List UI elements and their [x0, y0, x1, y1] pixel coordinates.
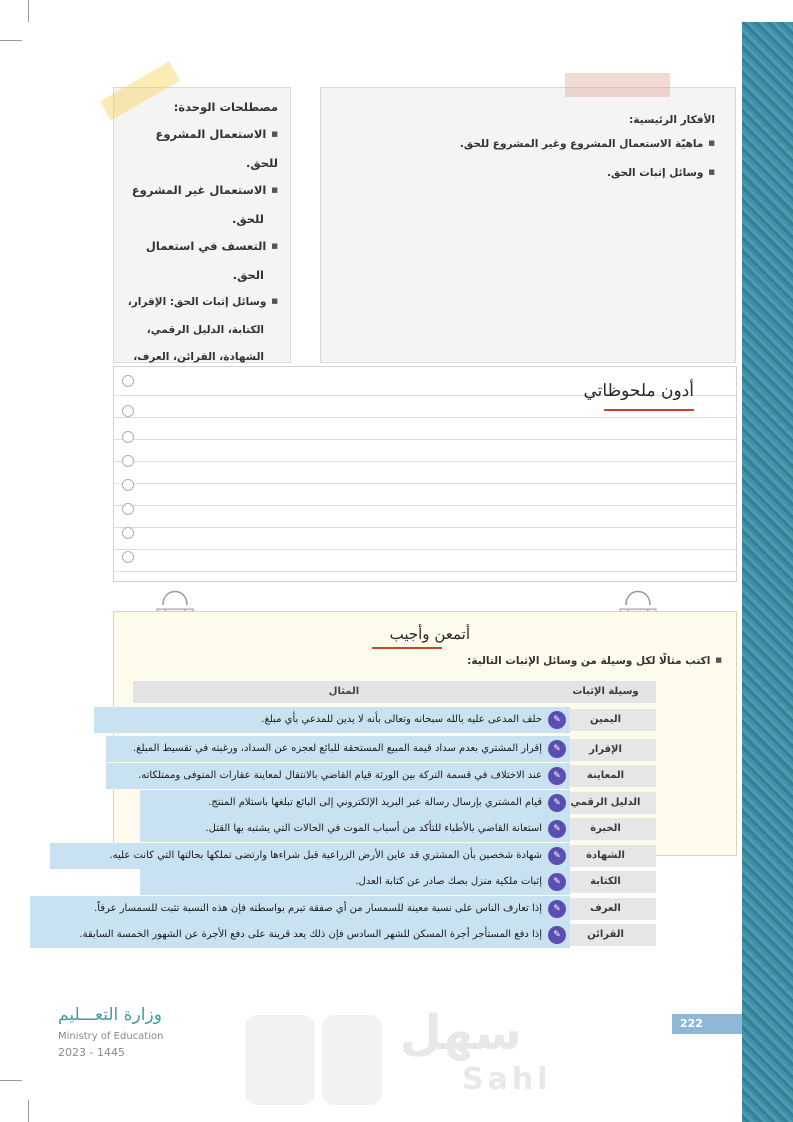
crop-mark	[0, 1080, 22, 1081]
answer-text: استعانة القاضي بالأطباء للتأكد من أسباب الموت في الحالات التي يشتبه بها القتل.	[205, 823, 542, 834]
answer-text: إذا تعارف الناس على نسبة معينة للسمسار من أي صفقة تبرم بواسطته فإن هذه النسبة تثبت للسمسار عرفاً.	[94, 903, 542, 914]
answer-marker-icon: ✎	[548, 847, 566, 865]
binder-ring-icon	[122, 431, 134, 443]
answer-text: إقرار المشتري بعدم سداد قيمة المبيع المستحقة للبائع لعجزه عن السداد، ورغبته في تقسيط المبلغ.	[132, 743, 542, 754]
column-header-means: وسيلة الإثبات	[555, 681, 656, 703]
crop-mark	[28, 0, 29, 22]
means-cell: الخبرة	[555, 818, 656, 840]
watermark-shape	[245, 1015, 315, 1105]
main-idea-item: ■ ماهيّة الاستعمال المشروع وغير المشروع للحق.	[335, 132, 715, 157]
answer-marker-icon: ✎	[548, 794, 566, 812]
binder-ring-icon	[122, 405, 134, 417]
watermark-text-ar: سهل	[400, 1005, 522, 1061]
unit-terms-box	[113, 87, 291, 363]
means-cell: الإقرار	[555, 739, 656, 761]
exercise-title: أتمعن وأجيب	[389, 625, 470, 643]
answer-marker-icon: ✎	[548, 820, 566, 838]
unit-term-item: ■ الاستعمال المشروع للحق.	[120, 121, 278, 177]
answer-cell[interactable]	[50, 843, 570, 869]
binder-ring-icon	[122, 479, 134, 491]
answer-text: عند الاختلاف في قسمة التركة بين الورثة قيام القاضي بالانتقال لمعاينة عقارات المتوفى وممتلكاته.	[138, 770, 542, 781]
binder-ring-icon	[122, 527, 134, 539]
answer-marker-icon: ✎	[548, 740, 566, 758]
answer-text: إذا دفع المستأجر أجرة المسكن للشهر السادس فإن ذلك يعد قرينة على دفع الأجرة عن الشهور الخمسة السابقة.	[79, 929, 542, 940]
notes-title: أدون ملحوظاتي	[583, 381, 694, 401]
answer-marker-icon: ✎	[548, 900, 566, 918]
answer-cell[interactable]	[140, 790, 570, 816]
notes-section	[113, 366, 737, 582]
main-ideas-box	[320, 87, 736, 363]
binder-ring-icon	[122, 551, 134, 563]
binder-ring-icon	[122, 455, 134, 467]
answer-cell[interactable]	[106, 763, 570, 789]
exercise-instruction: ■ اكتب مثالًا لكل وسيلة من وسائل الإثبات التالية:	[300, 655, 722, 667]
answer-marker-icon: ✎	[548, 873, 566, 891]
answer-cell[interactable]	[30, 922, 570, 948]
means-cell: الكتابة	[555, 871, 656, 893]
page-number: 222	[672, 1014, 742, 1034]
title-underline	[372, 647, 442, 649]
column-header-example: المثال	[133, 681, 555, 703]
crop-mark	[0, 40, 22, 41]
answer-cell[interactable]	[30, 896, 570, 922]
means-cell: الشهادة	[555, 845, 656, 867]
tape-decoration	[565, 73, 670, 97]
unit-term-item: ■ التعسف في استعمال	[120, 233, 278, 262]
footer-year: 2023 - 1445	[58, 1046, 125, 1059]
ministry-name-en: Ministry of Education	[58, 1031, 164, 1042]
answer-text: قيام المشتري بإرسال رسالة عبر البريد الإلكتروني إلى البائع تبلغها باستلام المنتج.	[208, 797, 542, 808]
binder-ring-icon	[122, 375, 134, 387]
means-cell: الدليل الرقمي	[555, 792, 656, 814]
watermark-text-en: Sahl	[462, 1062, 552, 1097]
means-cell: المعاينة	[555, 765, 656, 787]
answer-cell[interactable]	[94, 707, 570, 733]
answer-cell[interactable]	[140, 869, 570, 895]
crop-mark	[28, 1100, 29, 1122]
unit-term-item: للحق.	[231, 212, 264, 226]
answer-text: إثبات ملكية منزل بصك صادر عن كتابة العدل.	[355, 876, 542, 887]
binder-ring-icon	[122, 503, 134, 515]
main-idea-item: ■ وسائل إثبات الحق.	[335, 161, 715, 186]
means-cell: العرف	[555, 898, 656, 920]
unit-term-item: ■ وسائل إثبات الحق: الإقرار،	[120, 289, 278, 317]
means-cell: اليمين	[555, 709, 656, 731]
ministry-logo-ar: وزارة التعـــليم	[58, 1005, 162, 1025]
unit-term-item: الكتابة، الدليل الرقمي،	[146, 324, 264, 336]
means-cell: القرائن	[555, 924, 656, 946]
unit-terms-title: مصطلحات الوحدة:	[173, 100, 278, 114]
unit-term-item: الحق.	[232, 268, 264, 282]
answer-text: شهادة شخصين بأن المشتري قد عاين الأرض الزراعية قبل شراءها وارتضى تملكها بحالتها التي كانت عليه.	[109, 850, 542, 861]
answer-text: حلف المدعى عليه بالله سبحانه وتعالى بأنه لا يدين للمدعي بأي مبلغ.	[261, 714, 542, 725]
unit-term-item: الشهادة، القرائن، العرف،	[133, 351, 264, 363]
answer-marker-icon: ✎	[548, 767, 566, 785]
title-underline	[604, 409, 694, 411]
watermark-shape	[322, 1015, 382, 1105]
main-ideas-title: الأفكار الرئيسية:	[629, 114, 715, 126]
answer-marker-icon: ✎	[548, 711, 566, 729]
unit-term-item: ■ الاستعمال غير المشروع	[120, 177, 278, 206]
answer-cell[interactable]	[140, 816, 570, 842]
answer-cell[interactable]	[106, 736, 570, 762]
decorative-sidebar	[742, 22, 793, 1122]
answer-marker-icon: ✎	[548, 926, 566, 944]
